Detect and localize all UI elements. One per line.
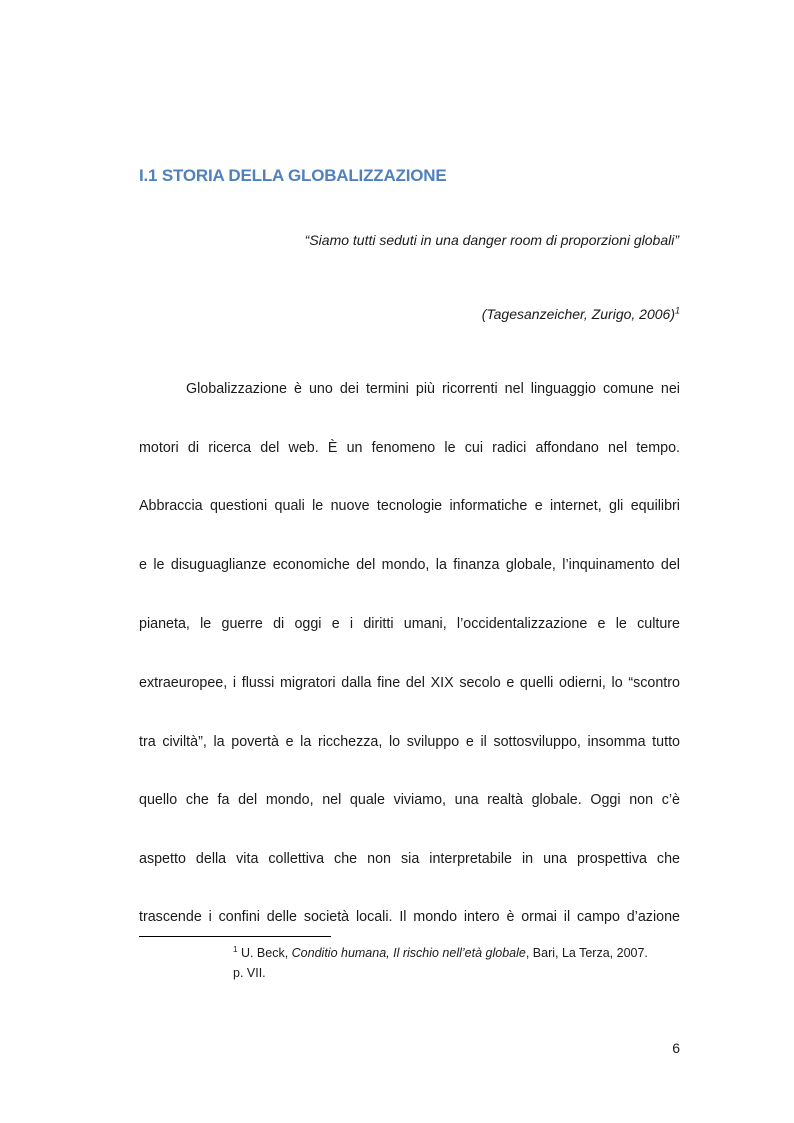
footnote-ref[interactable]: 1	[674, 305, 680, 316]
page-number: 6	[672, 1040, 680, 1056]
footnote-separator	[139, 936, 331, 937]
section-heading: I.1 STORIA DELLA GLOBALIZZAZIONE	[139, 166, 447, 185]
body-line-7: tra civiltà”, la povertà e la ricchezza, lo sviluppo e il sottosviluppo, insomma tutto	[139, 734, 680, 750]
footnote-page: p. VII.	[233, 966, 266, 980]
body-line-5: pianeta, le guerre di oggi e i diritti umani, l’occidentalizzazione e le culture	[139, 616, 680, 632]
footnote	[233, 943, 683, 983]
epigraph-source-text: (Tagesanzeicher, Zurigo, 2006)	[481, 306, 675, 322]
body-line-6: extraeuropee, i flussi migratori dalla fine del XIX secolo e quelli odierni, lo “scontro	[139, 675, 680, 691]
epigraph-source	[482, 306, 680, 322]
footnote-title: Conditio humana, Il rischio nell’età globale	[291, 946, 526, 960]
footnote-details: , Bari, La Terza, 2007.	[525, 946, 648, 960]
body-line-10: trascende i confini delle società locali. Il mondo intero è ormai il campo d’azione	[139, 909, 680, 925]
footnote-number: 1	[233, 944, 238, 954]
body-line-1: Globalizzazione è uno dei termini più ricorrenti nel linguaggio comune nei	[186, 381, 680, 397]
epigraph-quote: “Siamo tutti seduti in una danger room di proporzioni globali”	[304, 232, 679, 248]
body-line-3: Abbraccia questioni quali le nuove tecnologie informatiche e internet, gli equilibri	[139, 498, 680, 514]
body-line-8: quello che fa del mondo, nel quale viviamo, una realtà globale. Oggi non c’è	[139, 792, 680, 808]
body-line-4: e le disuguaglianze economiche del mondo, la finanza globale, l’inquinamento del	[139, 557, 680, 573]
footnote-author: U. Beck,	[240, 946, 292, 960]
body-line-9: aspetto della vita collettiva che non sia interpretabile in una prospettiva che	[139, 851, 680, 867]
body-line-2: motori di ricerca del web. È un fenomeno le cui radici affondano nel tempo.	[139, 440, 680, 456]
